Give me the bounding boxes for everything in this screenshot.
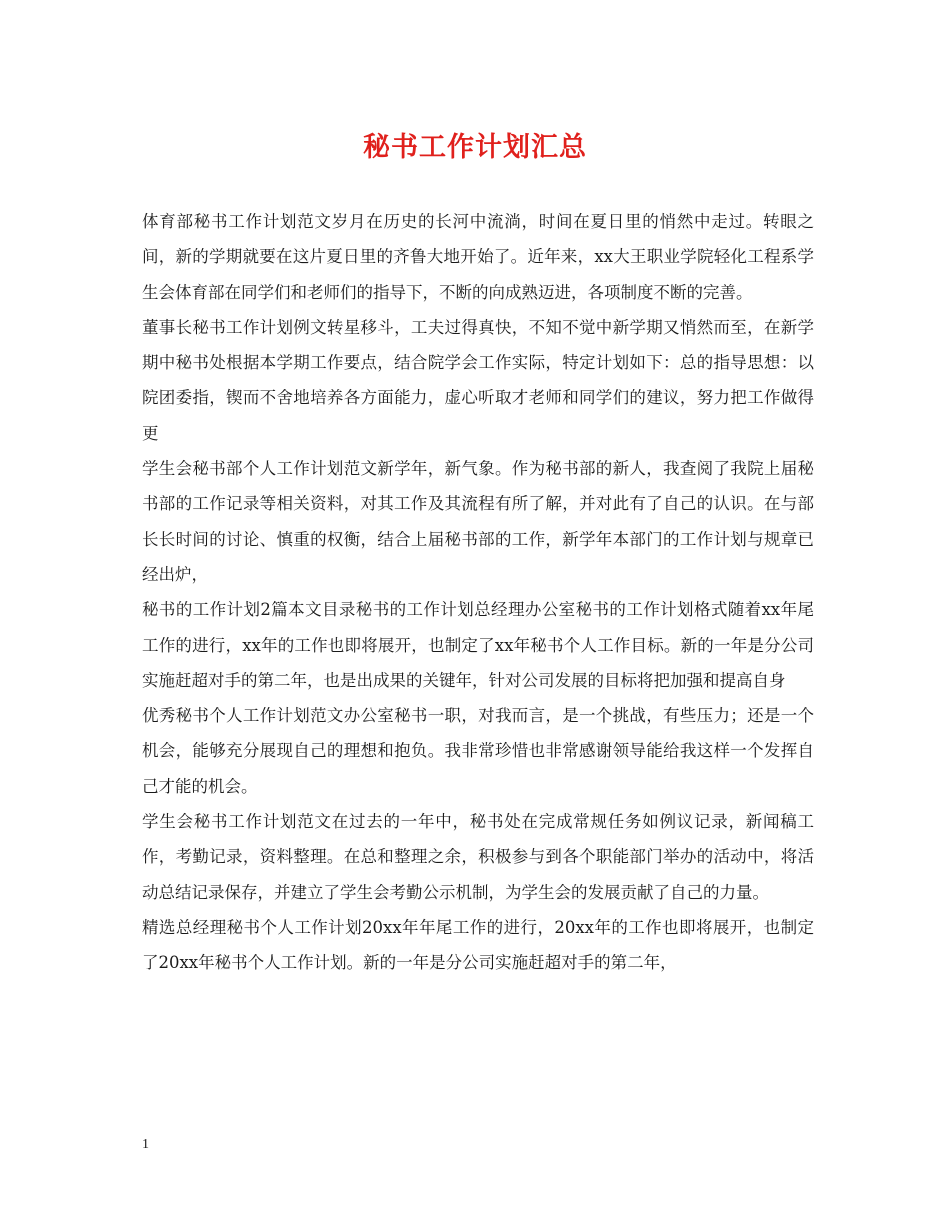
- paragraph-4: 秘书的工作计划2篇本文目录秘书的工作计划总经理办公室秘书的工作计划格式随着xx年尾工作的进行，xx年的工作也即将展开，也制定了xx年秘书个人工作目标。新的一年是分公司实施赶超对手的第二年，也是出成果的关键年，针对公司发展的目标将把加强和提高自身: [142, 600, 814, 690]
- paragraph-1: 体育部秘书工作计划范文岁月在历史的长河中流淌，时间在夏日里的悄然中走过。转眼之间，新的学期就要在这片夏日里的齐鲁大地开始了。近年来，xx大王职业学院轻化工程系学生会体育部在同学们和老师们的指导下，不断的向成熟迈进，各项制度不断的完善。: [142, 212, 814, 302]
- document-title: 秘书工作计划汇总: [363, 132, 587, 163]
- document-body: [142, 204, 814, 981]
- paragraph-7: 精选总经理秘书个人工作计划20xx年年尾工作的进行，20xx年的工作也即将展开，也制定了20xx年秘书个人工作计划。新的一年是分公司实施赶超对手的第二年，: [142, 917, 814, 973]
- paragraph-6: 学生会秘书工作计划范文在过去的一年中，秘书处在完成常规任务如例议记录，新闻稿工作，考勤记录，资料整理。在总和整理之余，积极参与到各个职能部门举办的活动中，将活动总结记录保存，并建立了学生会考勤公示机制，为学生会的发展贡献了自己的力量。: [142, 812, 814, 902]
- paragraph-3: 学生会秘书部个人工作计划范文新学年，新气象。作为秘书部的新人，我查阅了我院上届秘书部的工作记录等相关资料，对其工作及其流程有所了解，并对此有了自己的认识。在与部长长时间的讨论、慎重的权衡，结合上届秘书部的工作，新学年本部门的工作计划与规章已经出炉，: [142, 459, 814, 584]
- paragraph-2: 董事长秘书工作计划例文转星移斗，工夫过得真快，不知不觉中新学期又悄然而至，在新学期中秘书处根据本学期工作要点，结合院学会工作实际，特定计划如下：总的指导思想：以院团委指，锲而不舍地培养各方面能力，虚心听取才老师和同学们的建议，努力把工作做得更: [142, 317, 814, 443]
- page-number: 1: [142, 1137, 149, 1152]
- paragraph-5: 优秀秘书个人工作计划范文办公室秘书一职，对我而言，是一个挑战，有些压力；还是一个机会，能够充分展现自己的理想和抱负。我非常珍惜也非常感谢领导能给我这样一个发挥自己才能的机会。: [142, 706, 814, 796]
